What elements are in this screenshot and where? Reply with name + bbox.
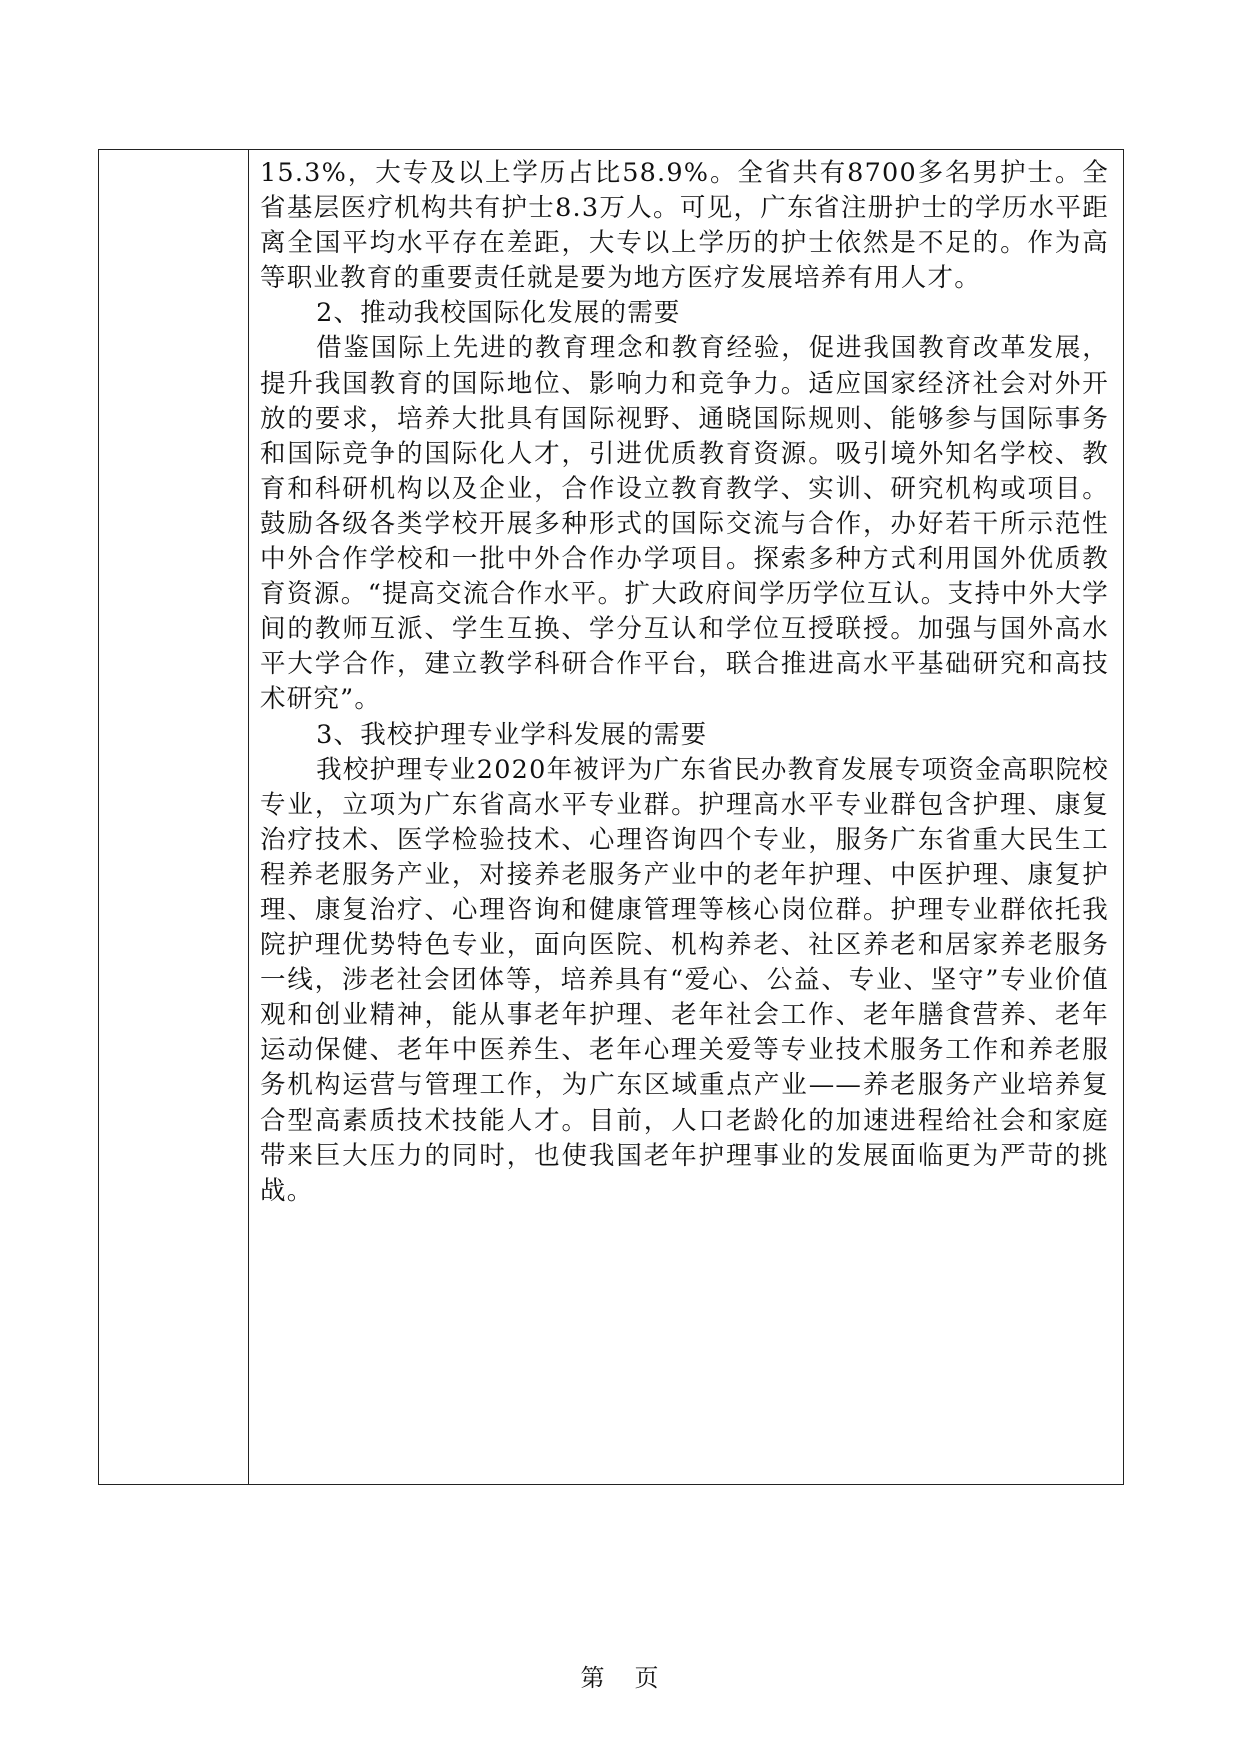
page-label-suffix: 页 xyxy=(634,1664,659,1692)
section-3-paragraph: 我校护理专业2020年被评为广东省民办教育发展专项资金高职院校专业，立项为广东省高水平专业群。护理高水平专业群包含护理、康复治疗技术、医学检验技术、心理咨询四个专业，服务广东省重大民生工程养老服务产业，对接养老服务产业中的老年护理、中医护理、康复护理、康复治疗、心理咨询和健康管理等核心岗位群。护理专业群依托我院护理优势特色专业，面向医院、机构养老、社区养老和居家养老服务一线，涉老社会团体等，培养具有“爱心、公益、专业、坚守”专业价值观和创业精神，能从事老年护理、老年社会工作、老年膳食营养、老年运动保健、老年中医养生、老年心理关爱等专业技术服务工作和养老服务机构运营与管理工作，为广东区域重点产业——养老服务产业培养复合型高素质技术技能人才。目前，人口老龄化的加速进程给社会和家庭带来巨大压力的同时，也使我国老年护理事业的发展面临更为严苛的挑战。 xyxy=(260,754,1109,1206)
table-content-column xyxy=(249,150,1123,1484)
page-footer xyxy=(0,1658,1239,1693)
continued-paragraph: 15.3%，大专及以上学历占比58.9%。全省共有8700多名男护士。全省基层医疗机构共有护士8.3万人。可见，广东省注册护士的学历水平距离全国平均水平存在差距，大专以上学历的护士依然是不足的。作为高等职业教育的重要责任就是要为地方医疗发展培养有用人才。 xyxy=(260,158,1109,294)
page-label-prefix: 第 xyxy=(580,1664,605,1692)
section-3-heading: 3、我校护理专业学科发展的需要 xyxy=(316,719,708,750)
table-label-column xyxy=(99,150,249,1484)
content-table xyxy=(98,149,1124,1485)
document-body xyxy=(260,156,1109,1209)
section-2-paragraph: 借鉴国际上先进的教育理念和教育经验，促进我国教育改革发展，提升我国教育的国际地位、影响力和竞争力。适应国家经济社会对外开放的要求，培养大批具有国际视野、通晓国际规则、能够参与国际事务和国际竞争的国际化人才，引进优质教育资源。吸引境外知名学校、教育和科研机构以及企业，合作设立教育教学、实训、研究机构或项目。鼓励各级各类学校开展多种形式的国际交流与合作，办好若干所示范性中外合作学校和一批中外合作办学项目。探索多种方式利用国外优质教育资源。“提高交流合作水平。扩大政府间学历学位互认。支持中外大学间的教师互派、学生互换、学分互认和学位互授联授。加强与国外高水平大学合作，建立教学科研合作平台，联合推进高水平基础研究和高技术研究”。 xyxy=(260,333,1109,715)
section-2-heading: 2、推动我校国际化发展的需要 xyxy=(316,298,681,329)
